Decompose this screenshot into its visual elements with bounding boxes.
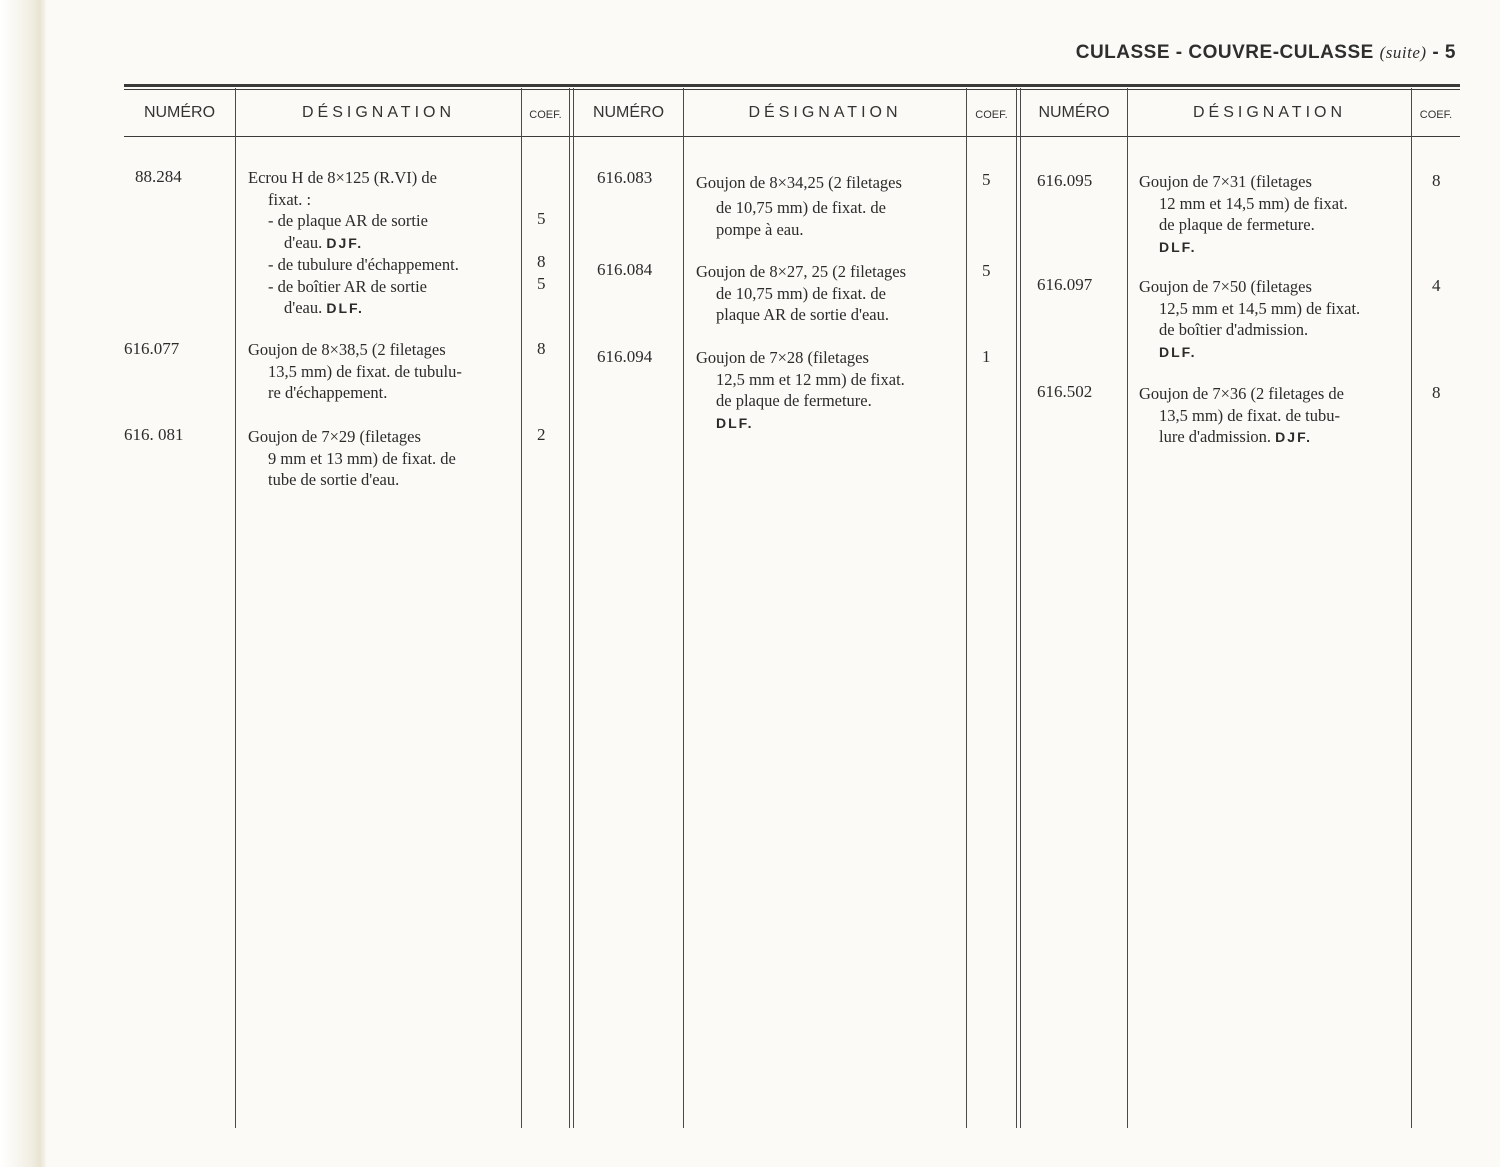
- column-header-designation: DÉSIGNATION: [301, 104, 456, 121]
- designation-line: Goujon de 8×27, 25 (2 filetages: [696, 262, 907, 281]
- coefficient: 8: [537, 339, 546, 358]
- column-header-coef: COEF.: [1419, 109, 1453, 121]
- coefficient: 5: [537, 209, 546, 228]
- part-designation: [1139, 276, 1414, 363]
- coefficient: 8: [1432, 383, 1441, 402]
- coefficient: 4: [1432, 276, 1441, 295]
- designation-line: Ecrou H de 8×125 (R.VI) de: [248, 168, 437, 187]
- page-number: 5: [1444, 42, 1456, 63]
- column-header-coef: COEF.: [975, 109, 1008, 121]
- designation-line: 9 mm et 13 mm) de fixat. de: [268, 448, 456, 468]
- designation-line: plaque AR de sortie d'eau.: [716, 305, 889, 324]
- designation-line: - de plaque AR de sortie: [268, 211, 428, 230]
- vehicle-code: DLF.: [1159, 238, 1197, 255]
- designation-text: d'eau.: [284, 298, 323, 317]
- part-designation: [248, 339, 523, 404]
- column-header-numero: NUMÉRO: [592, 104, 665, 121]
- coefficient: 5: [982, 261, 991, 280]
- coefficient: 1: [982, 347, 991, 366]
- designation-line: - de tubulure d'échappement.: [268, 255, 459, 274]
- vehicle-code: DLF.: [716, 414, 754, 431]
- designation-line: de 10,75 mm) de fixat. de: [716, 198, 886, 217]
- column-divider: [683, 88, 684, 1128]
- coefficient: 2: [537, 425, 546, 444]
- column-header-designation: DÉSIGNATION: [748, 104, 902, 121]
- designation-line: 12,5 mm et 12 mm) de fixat.: [716, 369, 905, 389]
- vehicle-code: DJF.: [1275, 429, 1312, 445]
- part-designation: [248, 167, 523, 320]
- coefficient: 8: [537, 252, 546, 271]
- part-number: 616.083: [597, 168, 653, 187]
- designation-text: lure d'admission.: [1159, 427, 1272, 446]
- part-designation: [1139, 383, 1414, 449]
- vehicle-code: DLF.: [326, 300, 364, 316]
- designation-line: [248, 232, 523, 255]
- section-divider: [1016, 88, 1017, 1128]
- designation-line: pompe à eau.: [716, 220, 804, 239]
- column-header-coef: COEF.: [529, 109, 562, 121]
- header-bottom-rule: [124, 136, 1460, 137]
- header-separator: -: [1432, 42, 1440, 63]
- page-binding-edge: [0, 0, 46, 1167]
- vehicle-code: DLF.: [1159, 343, 1197, 360]
- designation-line: 13,5 mm) de fixat. de tubu-: [1159, 405, 1341, 425]
- column-header-numero: NUMÉRO: [143, 104, 216, 121]
- header-title: CULASSE - COUVRE-CULASSE: [1075, 42, 1374, 63]
- designation-line: [1139, 426, 1414, 449]
- column-divider: [235, 88, 236, 1128]
- designation-line: de boîtier d'admission.: [1159, 320, 1309, 339]
- page-header: [1076, 42, 1456, 64]
- designation-text: d'eau.: [284, 232, 323, 252]
- part-number: 616.094: [597, 347, 653, 366]
- coefficient: 5: [537, 274, 546, 293]
- designation-line: Goujon de 7×50 (filetages: [1139, 277, 1312, 296]
- part-designation: [248, 426, 523, 491]
- part-number: 616. 081: [124, 425, 184, 444]
- designation-line: Goujon de 7×31 (filetages: [1139, 172, 1312, 191]
- designation-line: 12 mm et 14,5 mm) de fixat.: [1159, 193, 1348, 213]
- designation-line: de 10,75 mm) de fixat. de: [716, 283, 886, 303]
- designation-line: fixat. :: [268, 189, 312, 209]
- section-divider: [569, 88, 570, 1128]
- top-rule-thick: [124, 84, 1460, 87]
- section-divider: [1020, 88, 1021, 1128]
- designation-line: Goujon de 7×36 (2 filetages de: [1139, 384, 1344, 403]
- header-suite: (suite): [1379, 43, 1427, 62]
- column-header-designation: DÉSIGNATION: [1192, 104, 1347, 121]
- coefficient: 5: [982, 170, 991, 189]
- designation-line: - de boîtier AR de sortie: [268, 276, 428, 296]
- top-rule-thin: [124, 89, 1460, 90]
- part-number: 616.077: [124, 339, 180, 358]
- designation-line: de plaque de fermeture.: [716, 391, 872, 410]
- designation-line: tube de sortie d'eau.: [268, 470, 400, 489]
- section-divider: [573, 88, 574, 1128]
- coefficient: 8: [1432, 171, 1441, 190]
- designation-line: Goujon de 7×29 (filetages: [248, 427, 421, 446]
- designation-line: [1139, 236, 1414, 259]
- column-divider: [966, 88, 967, 1128]
- designation-line: de plaque de fermeture.: [1159, 215, 1315, 234]
- column-divider: [1127, 88, 1128, 1128]
- part-number: 616.502: [1037, 382, 1093, 401]
- designation-line: 12,5 mm et 14,5 mm) de fixat.: [1159, 298, 1361, 318]
- part-number: 88.284: [135, 167, 182, 186]
- part-designation: [1139, 171, 1414, 258]
- designation-line: [696, 412, 971, 435]
- part-designation: [696, 170, 971, 242]
- part-number: 616.097: [1037, 275, 1093, 294]
- designation-line: [1139, 341, 1414, 364]
- designation-line: Goujon de 8×34,25 (2 filetages: [696, 173, 902, 192]
- column-header-numero: NUMÉRO: [1038, 104, 1110, 121]
- vehicle-code: DJF.: [326, 234, 364, 251]
- part-number: 616.084: [597, 260, 653, 279]
- part-designation: [696, 347, 971, 434]
- designation-line: re d'échappement.: [268, 383, 388, 402]
- designation-line: Goujon de 7×28 (filetages: [696, 348, 869, 367]
- designation-line: [248, 297, 523, 320]
- designation-line: Goujon de 8×38,5 (2 filetages: [248, 340, 446, 359]
- designation-line: 13,5 mm) de fixat. de tubulu-: [268, 361, 462, 381]
- part-number: 616.095: [1037, 171, 1093, 190]
- part-designation: [696, 261, 971, 326]
